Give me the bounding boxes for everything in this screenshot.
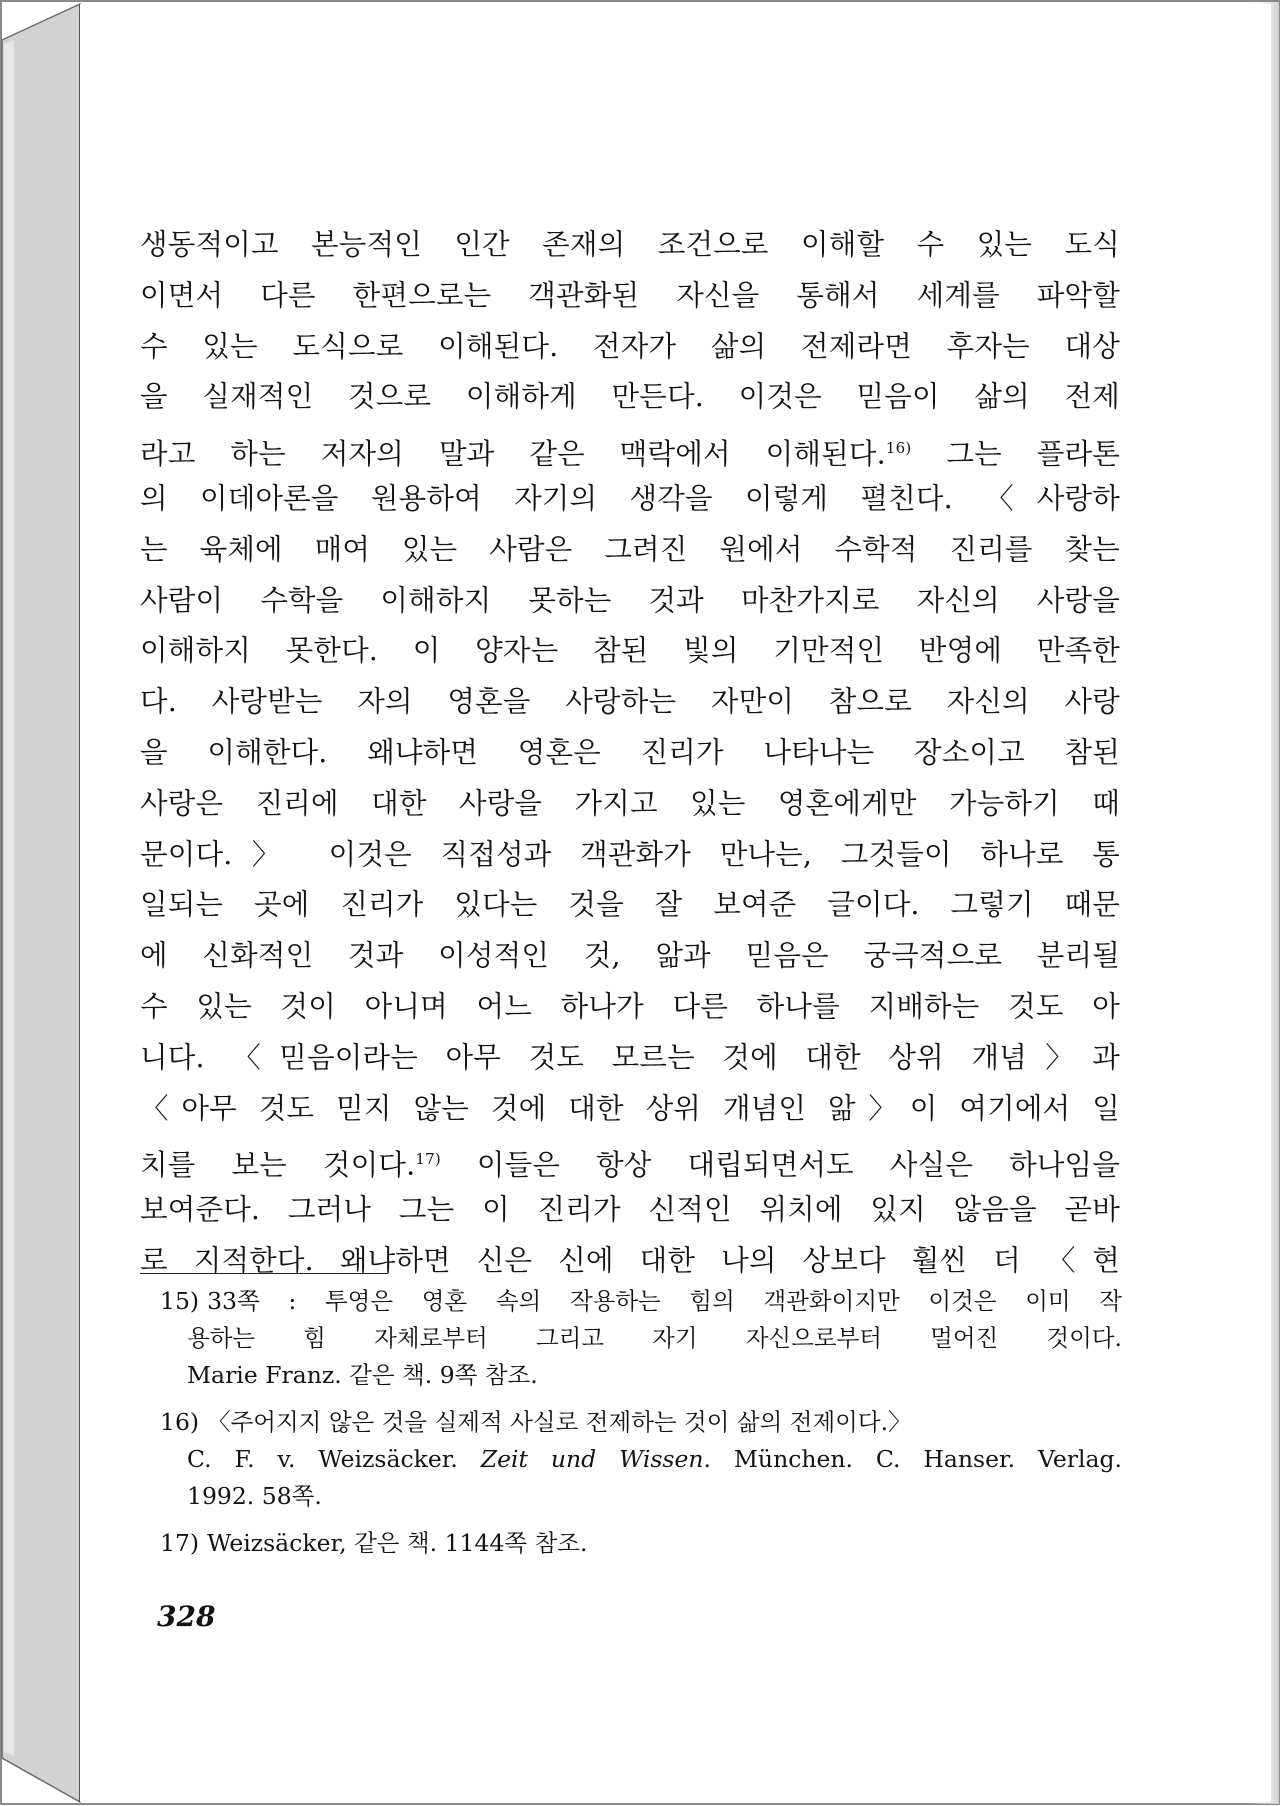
body-line: 문이다.〉 이것은 직접성과 객관화가 만나는, 그것들이 하나로 통 [140, 837, 1120, 871]
body-line: 이해하지 못한다. 이 양자는 참된 빛의 기만적인 반영에 만족한 [140, 634, 1120, 668]
footnote-line [160, 1283, 1122, 1320]
page-number: 328 [157, 1600, 216, 1633]
body-line: 수 있는 도식으로 이해된다. 전자가 삶의 전제라면 후자는 대상 [140, 329, 1120, 363]
footnote-number: 15) [160, 1287, 200, 1315]
footnote-book-title: Zeit und Wissen [480, 1445, 704, 1473]
body-line-text: 치를 보는 것이다. [140, 1148, 416, 1182]
footnote-15 [160, 1283, 1122, 1394]
body-line: 니다. 〈믿음이라는 아무 것도 모르는 것에 대한 상위 개념〉과 [140, 1040, 1120, 1074]
footnote-ref: 17) [415, 1150, 441, 1169]
body-line-tail: 그는 플라톤 [911, 437, 1120, 471]
body-line: 보여준다. 그러나 그는 이 진리가 신적인 위치에 있지 않음을 곧바 [140, 1193, 1120, 1227]
footnote-publisher: . München. C. Hanser. Verlag. [703, 1445, 1123, 1473]
footnotes [160, 1283, 1122, 1572]
footnote-text: Weizsäcker, 같은 책. 1144쪽 참조. [207, 1529, 588, 1557]
body-line: 사람이 수학을 이해하지 못하는 것과 마찬가지로 자신의 사랑을 [140, 583, 1120, 617]
footnote-line: 1992. 58쪽. [187, 1482, 322, 1510]
footnote-17 [160, 1525, 1122, 1562]
body-text [140, 220, 1120, 1287]
body-line [140, 423, 1120, 474]
footnote-line [160, 1404, 1122, 1441]
footnote-author: C. F. v. Weizsäcker. [187, 1445, 481, 1473]
footnote-text: 33쪽 : 투영은 영혼 속의 작용하는 힘의 객관화이지만 이것은 이미 작 [207, 1287, 1122, 1315]
body-line [140, 1134, 1120, 1185]
body-line: 수 있는 것이 아니며 어느 하나가 다른 하나를 지배하는 것도 아 [140, 989, 1120, 1023]
footnote-16 [160, 1404, 1122, 1515]
body-line: 에 신화적인 것과 이성적인 것, 앎과 믿음은 궁극적으로 분리될 [140, 939, 1120, 973]
body-line: 을 실재적인 것으로 이해하게 만든다. 이것은 믿음이 삶의 전제 [140, 380, 1120, 414]
body-line: 다. 사랑받는 자의 영혼을 사랑하는 자만이 참으로 자신의 사랑 [140, 685, 1120, 719]
footnote-line: 용하는 힘 자체로부터 그리고 자기 자신으로부터 멀어진 것이다. [187, 1324, 1122, 1352]
footnote-text: 〈주어지지 않은 것을 실제적 사실로 전제하는 것이 삶의 전제이다.〉 [207, 1408, 912, 1436]
body-line-tail: 이들은 항상 대립되면서도 사실은 하나임을 [440, 1148, 1120, 1182]
footnote-line [160, 1441, 1122, 1478]
footnote-number: 16) [160, 1408, 200, 1436]
footnote-line: Marie Franz. 같은 책. 9쪽 참조. [187, 1361, 538, 1389]
footnote-rule [140, 1273, 388, 1274]
body-line: 의 이데아론을 원용하여 자기의 생각을 이렇게 펼친다. 〈사랑하 [140, 481, 1120, 515]
body-line: 일되는 곳에 진리가 있다는 것을 잘 보여준 글이다. 그렇기 때문 [140, 888, 1120, 922]
footnote-ref: 16) [885, 439, 912, 458]
body-line-text: 라고 하는 저자의 말과 같은 맥락에서 이해된다. [140, 437, 886, 471]
body-line: 생동적이고 본능적인 인간 존재의 조건으로 이해할 수 있는 도식 [140, 228, 1120, 261]
body-line: 이면서 다른 한편으로는 객관화된 자신을 통해서 세계를 파악할 [140, 278, 1120, 312]
footnote-line [160, 1525, 1122, 1562]
footnote-number: 17) [160, 1529, 200, 1557]
body-line: 는 육체에 매여 있는 사람은 그려진 원에서 수학적 진리를 찾는 [140, 532, 1120, 566]
body-line: 사랑은 진리에 대한 사랑을 가지고 있는 영혼에게만 가능하기 때 [140, 786, 1120, 820]
body-line: 〈아무 것도 믿지 않는 것에 대한 상위 개념인 앎〉이 여기에서 일 [140, 1091, 1120, 1125]
body-line: 을 이해한다. 왜냐하면 영혼은 진리가 나타나는 장소이고 참된 [140, 735, 1120, 769]
body-line: 로 지적한다. 왜냐하면 신은 신에 대한 나의 상보다 훨씬 더 〈현 [140, 1243, 1120, 1277]
